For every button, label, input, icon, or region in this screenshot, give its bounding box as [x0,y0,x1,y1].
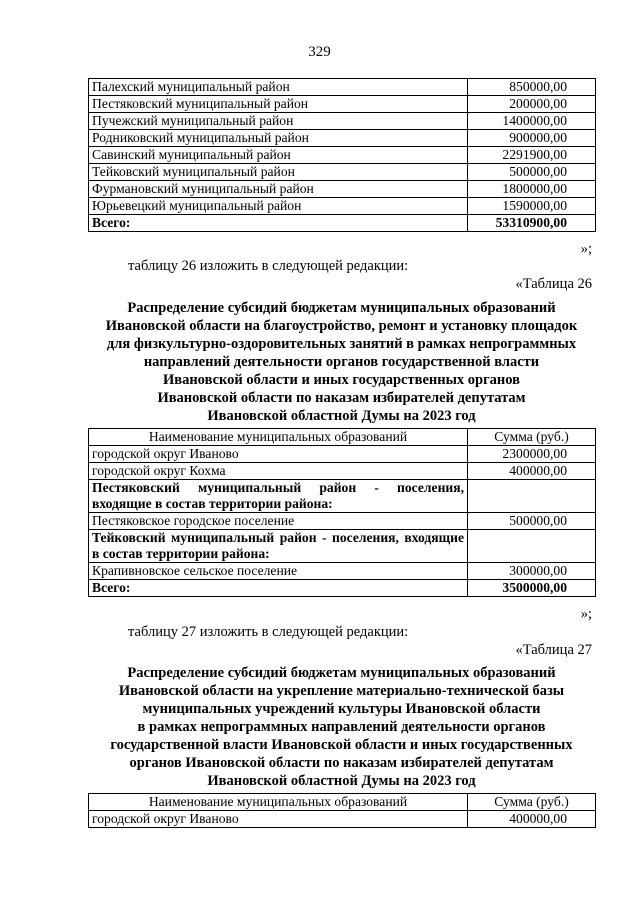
district-sum: 1400000,00 [468,113,596,130]
group-label: Пестяковский муниципальный район - поселения, входящие в состав территории района: [89,480,468,513]
heading-line: органов Ивановской области по наказам избирателей депутатам [129,755,554,771]
heading-line: Ивановской областной Думы на 2023 год [207,408,476,424]
column-header-sum: Сумма (руб.) [468,794,596,811]
heading-line: Распределение субсидий бюджетам муниципальных образований [127,665,556,681]
heading-line: направлений деятельности органов государственной власти [143,354,540,370]
group-row [89,480,596,513]
district-name: Палехский муниципальный район [89,79,468,96]
table-heading [88,299,595,425]
district-sum: 1800000,00 [468,181,596,198]
district-name: Пучежский муниципальный район [89,113,468,130]
heading-line: Ивановской области на укрепление материально-технической базы [118,683,565,699]
table-27 [88,793,596,828]
total-label: Всего: [89,215,468,232]
column-header-name: Наименование муниципальных образований [89,429,468,446]
closing-quote: »; [580,606,592,622]
heading-line: в рамках непрограммных направлений деятельности органов [137,719,546,735]
table-header-row [89,794,596,811]
district-sum: 200000,00 [468,96,596,113]
total-row [89,580,596,597]
heading-line: государственной власти Ивановской области и иных государственных [110,737,573,753]
municipality-sum: 400000,00 [468,463,596,480]
table-row [89,446,596,463]
table-row [89,147,596,164]
district-name: Савинский муниципальный район [89,147,468,164]
table-row [89,181,596,198]
district-sum: 850000,00 [468,79,596,96]
municipality-sum: 300000,00 [468,563,596,580]
municipality-name: городской округ Кохма [89,463,468,480]
table-26 [88,428,596,597]
empty-cell [468,480,596,513]
district-name: Тейковский муниципальный район [89,164,468,181]
table-row [89,96,596,113]
total-label: Всего: [89,580,468,597]
district-sum: 500000,00 [468,164,596,181]
table-header-row [89,429,596,446]
closing-quote: »; [580,241,592,257]
table-row [89,463,596,480]
table-row [89,113,596,130]
table-row [89,164,596,181]
instruction-paragraph: таблицу 26 изложить в следующей редакции: [128,258,409,274]
table-heading [88,664,595,790]
empty-cell [468,530,596,563]
district-name: Пестяковский муниципальный район [89,96,468,113]
heading-line: Ивановской области на благоустройство, ремонт и установку площадок [105,318,578,334]
district-name: Фурмановский муниципальный район [89,181,468,198]
column-header-sum: Сумма (руб.) [468,429,596,446]
group-label: Тейковский муниципальный район - поселения, входящие в состав территории района: [89,530,468,563]
total-sum: 3500000,00 [468,580,596,597]
total-row [89,215,596,232]
table-caption: «Таблица 26 [515,276,592,292]
table-row [89,513,596,530]
municipality-name: Крапивновское сельское поселение [89,563,468,580]
municipality-sum: 500000,00 [468,513,596,530]
table-25-continuation [88,78,596,232]
municipality-name: городской округ Иваново [89,811,468,828]
table-row [89,198,596,215]
district-name: Юрьевецкий муниципальный район [89,198,468,215]
municipality-name: городской округ Иваново [89,446,468,463]
column-header-name: Наименование муниципальных образований [89,794,468,811]
district-sum: 900000,00 [468,130,596,147]
district-sum: 2291900,00 [468,147,596,164]
district-name: Родниковский муниципальный район [89,130,468,147]
district-sum: 1590000,00 [468,198,596,215]
table-row [89,130,596,147]
heading-line: для физкультурно-оздоровительных занятий в рамках непрограммных [106,336,577,352]
table-row [89,563,596,580]
table-row [89,811,596,828]
page-number: 329 [308,44,331,60]
heading-line: Распределение субсидий бюджетам муниципальных образований [127,300,556,316]
heading-line: Ивановской области и иных государственных органов [162,372,521,388]
heading-line: муниципальных учреждений культуры Ивановской области [142,701,541,717]
municipality-name: Пестяковское городское поселение [89,513,468,530]
municipality-sum: 2300000,00 [468,446,596,463]
municipality-sum: 400000,00 [468,811,596,828]
instruction-paragraph: таблицу 27 изложить в следующей редакции: [128,624,409,640]
table-caption: «Таблица 27 [515,642,592,658]
total-sum: 53310900,00 [468,215,596,232]
table-row [89,79,596,96]
group-row [89,530,596,563]
heading-line: Ивановской областной Думы на 2023 год [207,773,476,789]
heading-line: Ивановской области по наказам избирателей депутатам [157,390,526,406]
